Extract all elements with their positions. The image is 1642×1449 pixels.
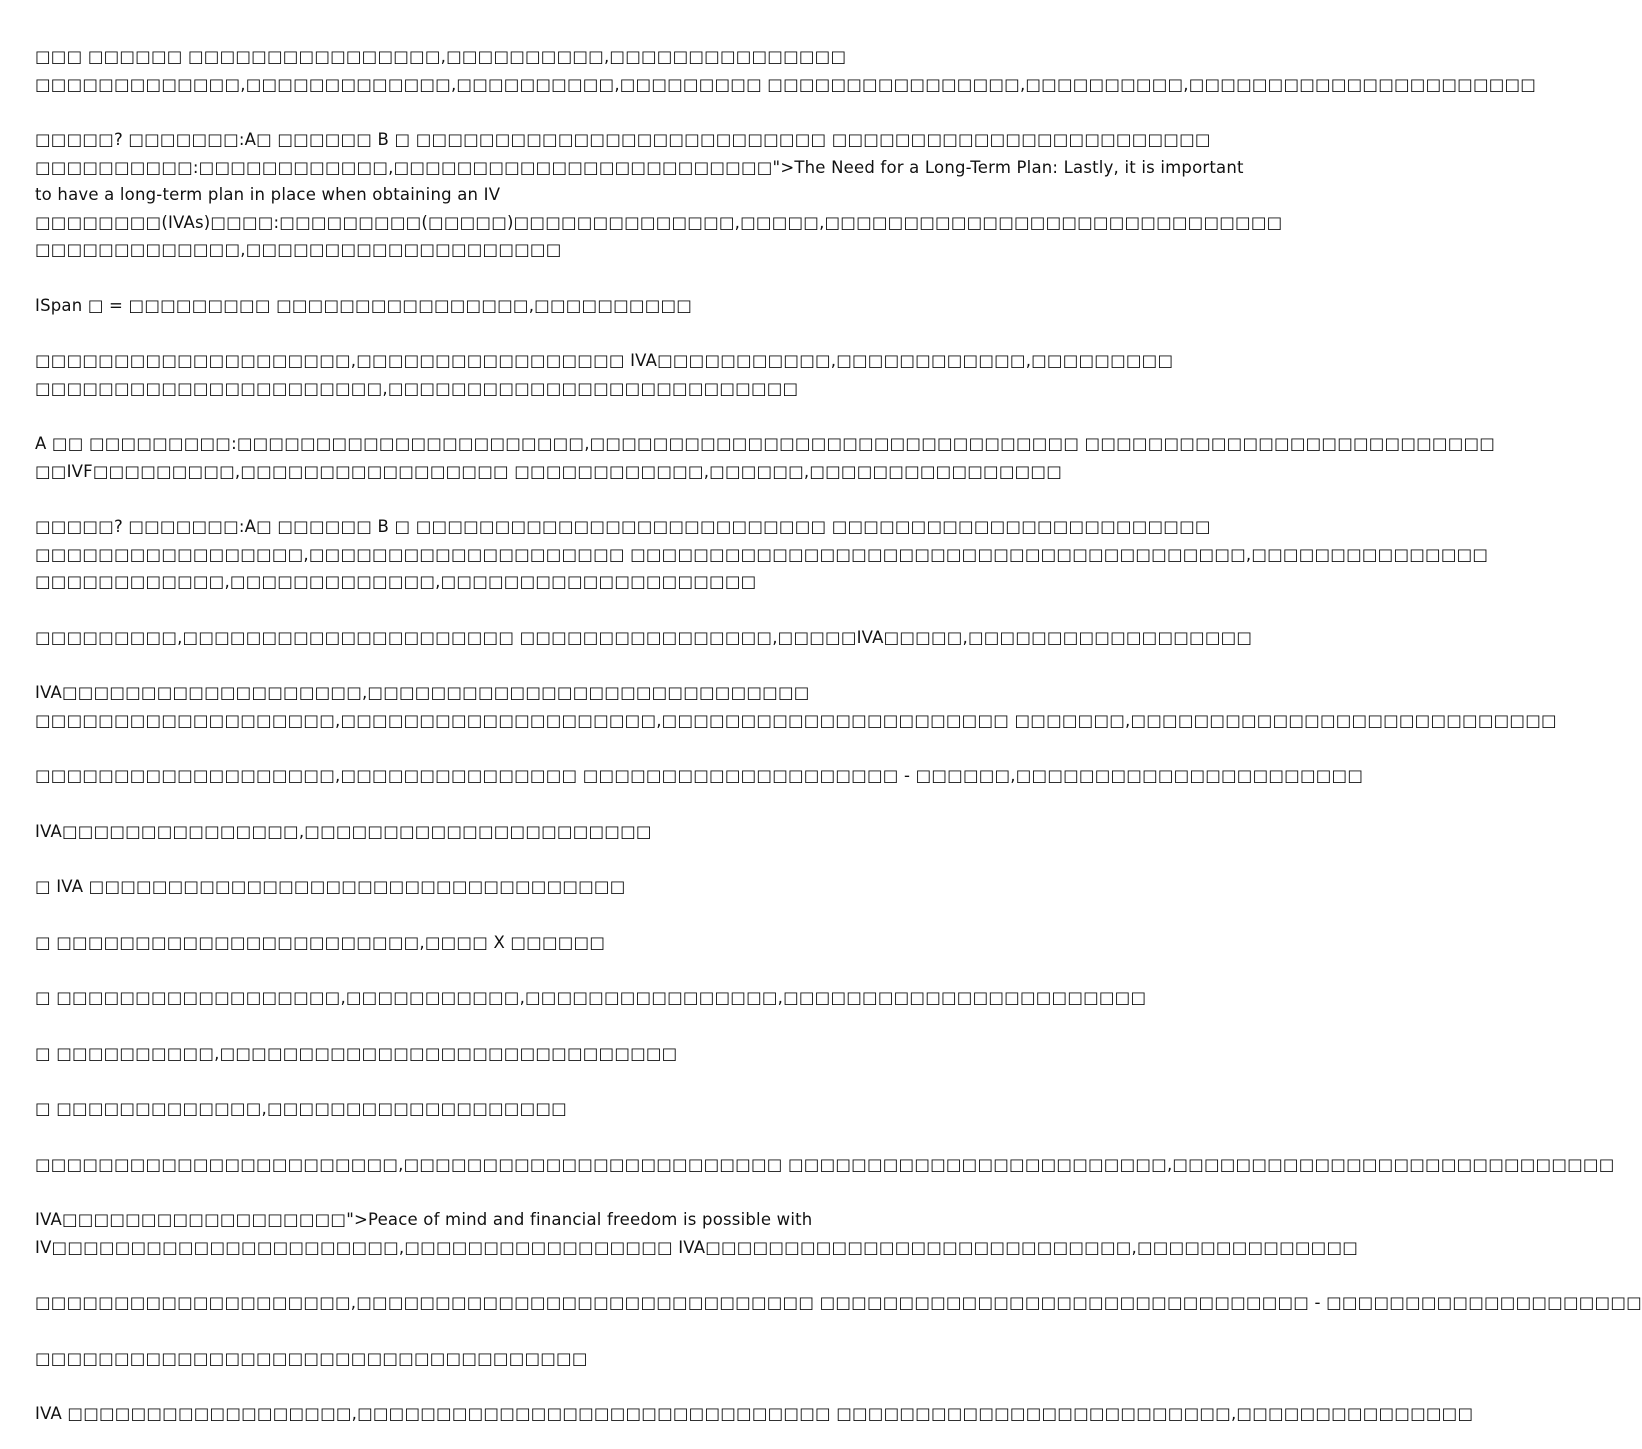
text-line: □□□□□□□□□□□□□□□□□□□,□□□□□□□□□□□□□□□□□□□□,□□□□□□□□□□□□□□□□□□□□□□ □□□□□□□,□□□□□□□□□□□□□□□□□□□□□□□□□□□: [35, 710, 1557, 730]
text-paragraph: [35, 126, 1283, 264]
text-paragraph: [35, 292, 989, 320]
text-line: □□□□□□□□□□:□□□□□□□□□□□□,□□□□□□□□□□□□□□□□□□□□□□□□">The Need for a Long-Term Plan: Lastly, it is important: [35, 157, 1244, 177]
text-line: □ IVA □□□□□□□□□□□□□□□□□□□□□□□□□□□□□□□□□□: [35, 877, 626, 896]
text-line: □□□□□? □□□□□□□:A□ □□□□□□ B □ □□□□□□□□□□□□□□□□□□□□□□□□□□ □□□□□□□□□□□□□□□□□□□□□□□□: [35, 517, 1211, 536]
text-line: IVA□□□□□□□□□□□□□□□,□□□□□□□□□□□□□□□□□□□□□□: [35, 821, 652, 841]
text-paragraph: [35, 1206, 1359, 1261]
text-line: IV□□□□□□□□□□□□□□□□□□□□□□,□□□□□□□□□□□□□□□□□ IVA□□□□□□□□□□□□□□□□□□□□□□□□□□□,□□□□□□□□□□□□□□: [35, 1237, 1359, 1257]
text-line: □□□□□□□□□□□□□□□□□□□□□□□,□□□□□□□□□□□□□□□□□□□□□□□□ □□□□□□□□□□□□□□□□□□□□□□□□,□□□□□□□□□□□□□□□□□□□□□□□□□□□□: [35, 1154, 1615, 1174]
text-paragraph: [35, 929, 989, 957]
text-paragraph: [35, 430, 1496, 485]
text-line: □ □□□□□□□□□□□□□□□□□□□□□□□,□□□□ X □□□□□□: [35, 932, 606, 952]
text-line: □□□□□□□□□□□□□,□□□□□□□□□□□□□□□□□□□□: [35, 240, 562, 259]
text-line: IVA□□□□□□□□□□□□□□□□□□">Peace of mind and financial freedom is possible with: [35, 1210, 813, 1229]
text-line: ISpan □ = □□□□□□□□□ □□□□□□□□□□□□□□□□,□□□□□□□□□□: [35, 295, 693, 315]
text-line: □□□ □□□□□□ □□□□□□□□□□□□□□□□,□□□□□□□□□□,□□□□□□□□□□□□□□□: [35, 47, 847, 66]
text-line: □□□□□□□□(IVAs)□□□□:□□□□□□□□□(□□□□□)□□□□□□□□□□□□□□,□□□□□,□□□□□□□□□□□□□□□□□□□□□□□□□□□□□: [35, 212, 1283, 232]
text-paragraph: [35, 1345, 989, 1373]
text-paragraph: [35, 762, 1364, 790]
text-line: □□□□□? □□□□□□□:A□ □□□□□□ B □ □□□□□□□□□□□□□□□□□□□□□□□□□□ □□□□□□□□□□□□□□□□□□□□□□□□: [35, 130, 1211, 149]
text-paragraph: [35, 1040, 989, 1068]
text-line: □ □□□□□□□□□□□□□□□□□□,□□□□□□□□□□□,□□□□□□□□□□□□□□□□,□□□□□□□□□□□□□□□□□□□□□□□: [35, 988, 1147, 1007]
text-paragraph: [35, 873, 989, 901]
text-line: □□□□□□□□□□□□□□□□□□□□□□□□□□□□□□□□□□□: [35, 1348, 588, 1368]
text-line: □□□□□□□□□,□□□□□□□□□□□□□□□□□□□□□ □□□□□□□□□□□□□□□□,□□□□□IVA□□□□□,□□□□□□□□□□□□□□□□□□: [35, 627, 1253, 647]
text-line: □□□□□□□□□□□□□,□□□□□□□□□□□□□,□□□□□□□□□□,□□□□□□□□□ □□□□□□□□□□□□□□□□,□□□□□□□□□□,□□□□□□□□□□□□□□□□□□□□□□: [35, 74, 1537, 94]
text-paragraph: [35, 1289, 1642, 1317]
text-line: to have a long-term plan in place when obtaining an IV: [35, 185, 501, 204]
text-paragraph: [35, 679, 1557, 734]
text-paragraph: [35, 1400, 1474, 1428]
text-line: □□□□□□□□□□□□□□□□□□□□,□□□□□□□□□□□□□□□□□ IVA□□□□□□□□□□□,□□□□□□□□□□□□,□□□□□□□□□: [35, 351, 1174, 370]
text-line: □ □□□□□□□□□□□□□,□□□□□□□□□□□□□□□□□□□: [35, 1099, 567, 1118]
text-paragraph: [35, 984, 1147, 1012]
text-line: □□□□□□□□□□□□□□□□□□□,□□□□□□□□□□□□□□□ □□□□□□□□□□□□□□□□□□□□ - □□□□□□,□□□□□□□□□□□□□□□□□□□□□□: [35, 766, 1364, 785]
text-paragraph: [35, 43, 1537, 98]
text-paragraph: [35, 624, 1253, 652]
text-paragraph: [35, 1095, 989, 1123]
text-line: □ □□□□□□□□□□,□□□□□□□□□□□□□□□□□□□□□□□□□□□□□: [35, 1043, 678, 1063]
text-line: □□□□□□□□□□□□□□□□□□□□□□,□□□□□□□□□□□□□□□□□□□□□□□□□□: [35, 378, 799, 398]
text-line: □□□□□□□□□□□□,□□□□□□□□□□□□□,□□□□□□□□□□□□□□□□□□□□: [35, 572, 757, 591]
text-paragraph: [35, 1151, 1615, 1179]
text-line: □□□□□□□□□□□□□□□□□,□□□□□□□□□□□□□□□□□□□□ □□□□□□□□□□□□□□□□□□□□□□□□□□□□□□□□□□□□□□□,□□□□□□□□□□□□□□□: [35, 544, 1489, 564]
text-line: □□IVF□□□□□□□□□,□□□□□□□□□□□□□□□□□ □□□□□□□□□□□□,□□□□□□,□□□□□□□□□□□□□□□□: [35, 461, 1062, 481]
text-line: A □□ □□□□□□□□□:□□□□□□□□□□□□□□□□□□□□□□,□□□□□□□□□□□□□□□□□□□□□□□□□□□□□□□ □□□□□□□□□□□□□□□□□□□□□□□□□□: [35, 434, 1496, 453]
text-line: IVA □□□□□□□□□□□□□□□□□□,□□□□□□□□□□□□□□□□□□□□□□□□□□□□□□ □□□□□□□□□□□□□□□□□□□□□□□□□,□□□□□□□□□□□□□□□: [35, 1404, 1474, 1423]
text-line: □□□□□□□□□□□□□□□□□□□□,□□□□□□□□□□□□□□□□□□□□□□□□□□□□□ □□□□□□□□□□□□□□□□□□□□□□□□□□□□□□□ - □□□□□□□□□□□□□□□□□□□□: [35, 1293, 1642, 1312]
text-line: IVA□□□□□□□□□□□□□□□□□□□,□□□□□□□□□□□□□□□□□□□□□□□□□□□□: [35, 683, 810, 702]
text-paragraph: [35, 513, 1489, 596]
text-paragraph: [35, 818, 989, 846]
text-paragraph: [35, 347, 1174, 402]
